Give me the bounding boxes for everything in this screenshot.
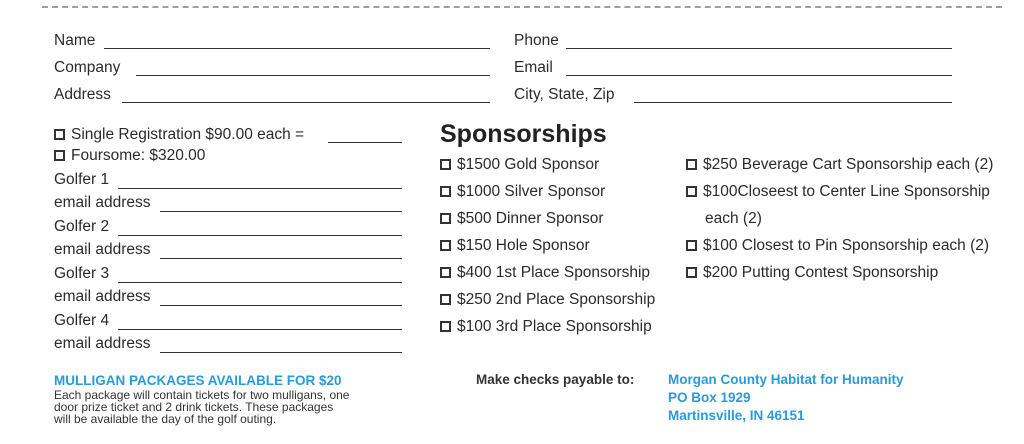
payable-po-box: PO Box 1929 (668, 390, 751, 405)
address-label: Address (54, 86, 111, 103)
sponsor-option-3rd-place[interactable]: $100 3rd Place Sponsorship (440, 318, 652, 336)
golfer4-label: Golfer 4 (54, 312, 110, 329)
top-dashed-divider (42, 0, 1002, 8)
golfer4-field[interactable] (118, 329, 402, 330)
checkbox-icon[interactable] (686, 267, 697, 278)
payable-organization: Morgan County Habitat for Humanity (668, 372, 904, 387)
sponsor-option-dinner[interactable]: $500 Dinner Sponsor (440, 210, 604, 228)
payable-label: Make checks payable to: (476, 372, 635, 387)
golfer3-email-label: email address (54, 288, 151, 305)
mulligan-description-line-2: door prize ticket and 2 drink tickets. These packages (54, 400, 334, 414)
checkbox-icon[interactable] (440, 267, 451, 278)
name-label: Name (54, 32, 96, 49)
golfer3-email-field[interactable] (160, 305, 402, 306)
sponsor-option-1st-place[interactable]: $400 1st Place Sponsorship (440, 264, 650, 282)
sponsor-option-putting-contest[interactable]: $200 Putting Contest Sponsorship (686, 264, 938, 282)
checkbox-icon[interactable] (440, 186, 451, 197)
checkbox-icon[interactable] (54, 129, 65, 140)
golfer4-email-label: email address (54, 335, 151, 352)
name-field[interactable] (104, 48, 490, 49)
checkbox-icon[interactable] (686, 159, 697, 170)
city-state-zip-label: City, State, Zip (514, 86, 615, 103)
sponsor-option-silver[interactable]: $1000 Silver Sponsor (440, 183, 605, 201)
checkbox-icon[interactable] (440, 240, 451, 251)
golfer1-email-label: email address (54, 194, 151, 211)
company-field[interactable] (136, 75, 490, 76)
golfer1-field[interactable] (118, 188, 402, 189)
single-registration-amount-field[interactable] (328, 142, 402, 143)
payable-city: Martinsville, IN 46151 (668, 408, 805, 423)
mulligan-description-line-1: Each package will contain tickets for two mulligans, one (54, 388, 350, 402)
checkbox-icon[interactable] (686, 240, 697, 251)
checkbox-icon[interactable] (440, 159, 451, 170)
sponsor-option-hole[interactable]: $150 Hole Sponsor (440, 237, 590, 255)
golfer4-email-field[interactable] (160, 352, 402, 353)
sponsor-option-closest-to-pin[interactable]: $100 Closest to Pin Sponsorship each (2) (686, 237, 989, 255)
email-field[interactable] (566, 75, 952, 76)
foursome-option[interactable]: Foursome: $320.00 (54, 147, 205, 165)
checkbox-icon[interactable] (686, 186, 697, 197)
company-label: Company (54, 59, 121, 76)
golfer2-label: Golfer 2 (54, 218, 110, 235)
golfer1-email-field[interactable] (160, 211, 402, 212)
sponsor-option-beverage-cart[interactable]: $250 Beverage Cart Sponsorship each (2) (686, 156, 993, 174)
golfer1-label: Golfer 1 (54, 171, 110, 188)
checkbox-icon[interactable] (54, 150, 65, 161)
sponsor-option-center-line-continued: each (2) (705, 210, 762, 227)
sponsor-option-2nd-place[interactable]: $250 2nd Place Sponsorship (440, 291, 655, 309)
sponsorships-heading: Sponsorships (440, 120, 607, 148)
email-label: Email (514, 59, 553, 76)
checkbox-icon[interactable] (440, 294, 451, 305)
checkbox-icon[interactable] (440, 321, 451, 332)
golfer2-field[interactable] (118, 235, 402, 236)
sponsor-option-center-line[interactable]: $100Closeest to Center Line Sponsorship (686, 183, 990, 201)
checkbox-icon[interactable] (440, 213, 451, 224)
address-field[interactable] (122, 102, 490, 103)
city-state-zip-field[interactable] (634, 102, 952, 103)
golfer2-email-field[interactable] (160, 258, 402, 259)
sponsor-option-gold[interactable]: $1500 Gold Sponsor (440, 156, 599, 174)
golfer3-field[interactable] (118, 282, 402, 283)
mulligan-description-line-3: will be available the day of the golf outing. (54, 412, 277, 426)
golfer2-email-label: email address (54, 241, 151, 258)
golfer3-label: Golfer 3 (54, 265, 110, 282)
single-registration-option[interactable]: Single Registration $90.00 each = (54, 126, 304, 144)
mulligan-heading: MULLIGAN PACKAGES AVAILABLE FOR $20 (54, 373, 342, 388)
phone-label: Phone (514, 32, 559, 49)
phone-field[interactable] (566, 48, 952, 49)
